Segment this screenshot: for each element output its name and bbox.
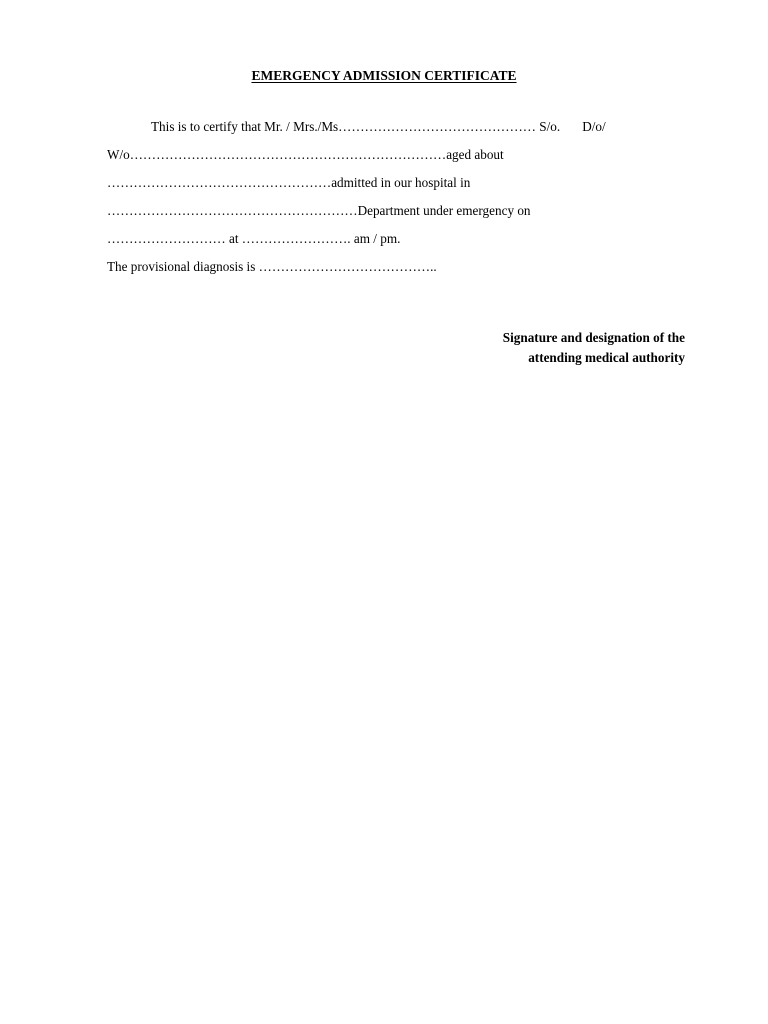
certificate-title-text: EMERGENCY ADMISSION CERTIFICATE [251, 68, 517, 83]
diagnosis-line: The provisional diagnosis is ………………………………….. [107, 259, 437, 274]
admission-line: ……………………………………………admitted in our hospital in [107, 175, 471, 190]
relation-suffix: D/o/ [582, 119, 606, 134]
certify-name-line [151, 119, 606, 135]
signature-label-line1: Signature and designation of the [502, 330, 685, 345]
guardian-age-line: W/o………………………………………………………………aged about [107, 147, 504, 162]
signature-label-line2: attending medical authority [528, 350, 685, 365]
certificate-title [0, 68, 768, 84]
time-line: ……………………… at ……………………. am / pm. [107, 231, 401, 246]
department-line: …………………………………………………Department under emergency on [107, 203, 531, 218]
certify-name-text: This is to certify that Mr. / Mrs./Ms……………………………………… S/o. [151, 119, 561, 134]
